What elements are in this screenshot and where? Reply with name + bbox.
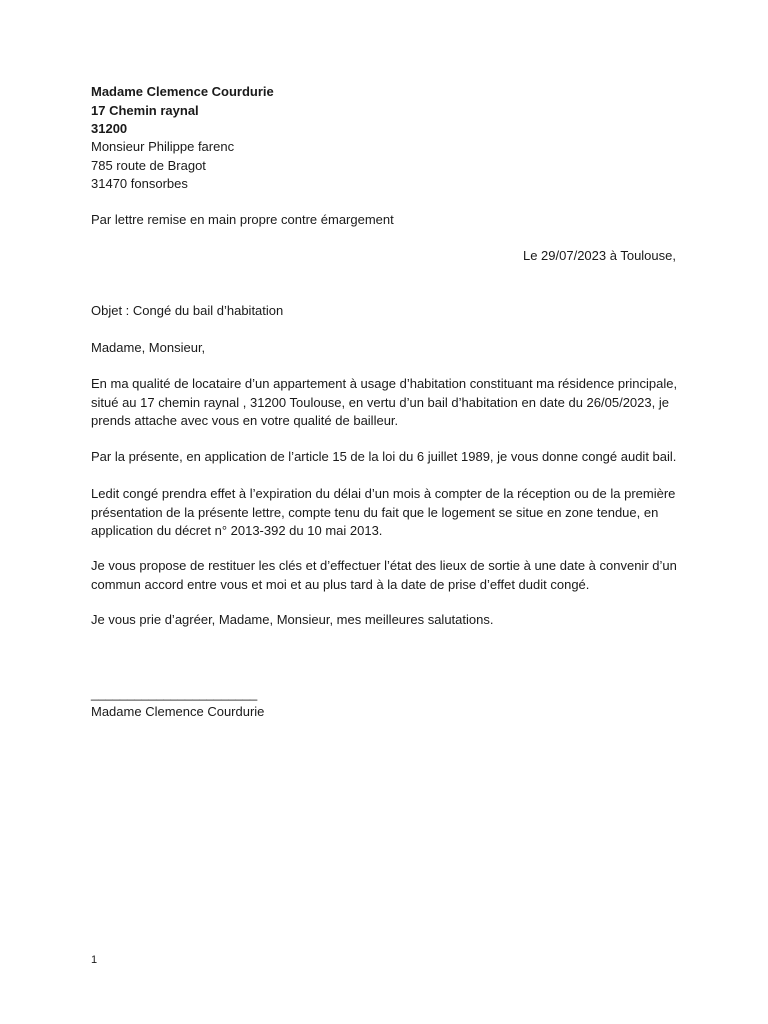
salutation xyxy=(91,339,691,358)
recipient-address xyxy=(91,138,691,194)
page-number: 1 xyxy=(91,954,98,966)
signature-name xyxy=(91,703,691,722)
salutation-text: Madame, Monsieur, xyxy=(91,340,206,355)
subject-line xyxy=(91,302,691,321)
paragraph-line: En ma qualité de locataire d’un appartement à usage d’habitation constituant ma résidence principale, xyxy=(91,376,678,391)
paragraph-line: présentation de la présente lettre, compte tenu du fait que le logement se situe en zone tendue, en xyxy=(91,504,659,520)
paragraph-line: Je vous prie d’agréer, Madame, Monsieur, mes meilleures salutations. xyxy=(91,612,494,627)
recipient-name: Monsieur Philippe farenc xyxy=(91,139,235,154)
paragraph-line: Ledit congé prendra effet à l’expiration du délai d’un mois à compter de la réception ou de la première xyxy=(91,486,676,501)
paragraph-line: Par la présente, en application de l’article 15 de la loi du 6 juillet 1989, je vous donne congé audit bail. xyxy=(91,449,677,464)
paragraph-keys-return xyxy=(91,557,691,594)
paragraph-tenant-status xyxy=(91,375,691,431)
paragraph-line: situé au 17 chemin raynal , 31200 Toulouse, en vertu d’un bail d’habitation en date du 26/05/2023, je xyxy=(91,394,669,410)
paragraph-effective-date xyxy=(91,485,691,541)
recipient-city: 31470 fonsorbes xyxy=(91,176,188,191)
paragraph-line: application du décret n° 2013-392 du 10 mai 2013. xyxy=(91,523,383,538)
sender-name: Madame Clemence Courdurie xyxy=(91,84,274,99)
date-place: Le 29/07/2023 à Toulouse, xyxy=(522,248,676,263)
subject-text: Objet : Congé du bail d’habitation xyxy=(91,303,284,318)
delivery-mode xyxy=(91,211,691,230)
sender-street: 17 Chemin raynal xyxy=(91,102,199,118)
delivery-mode-text: Par lettre remise en main propre contre émargement xyxy=(91,212,394,227)
sender-postal-code: 31200 xyxy=(91,121,128,136)
signature-line xyxy=(91,685,691,704)
signature-name-text: Madame Clemence Courdurie xyxy=(91,704,265,719)
paragraph-line: prends attache avec vous en votre qualité de bailleur. xyxy=(91,413,399,428)
sender-address xyxy=(91,83,691,139)
paragraph-line: commun accord entre vous et moi et au plus tard à la date de prise d’effet dudit congé. xyxy=(91,576,590,592)
paragraph-line: Je vous propose de restituer les clés et d’effectuer l’état des lieux de sortie à une date à convenir d’un xyxy=(91,558,677,573)
paragraph-closing xyxy=(91,611,691,630)
signature-underline: _______________________ xyxy=(91,686,258,701)
recipient-street: 785 route de Bragot xyxy=(91,157,206,173)
paragraph-notice xyxy=(91,448,691,467)
